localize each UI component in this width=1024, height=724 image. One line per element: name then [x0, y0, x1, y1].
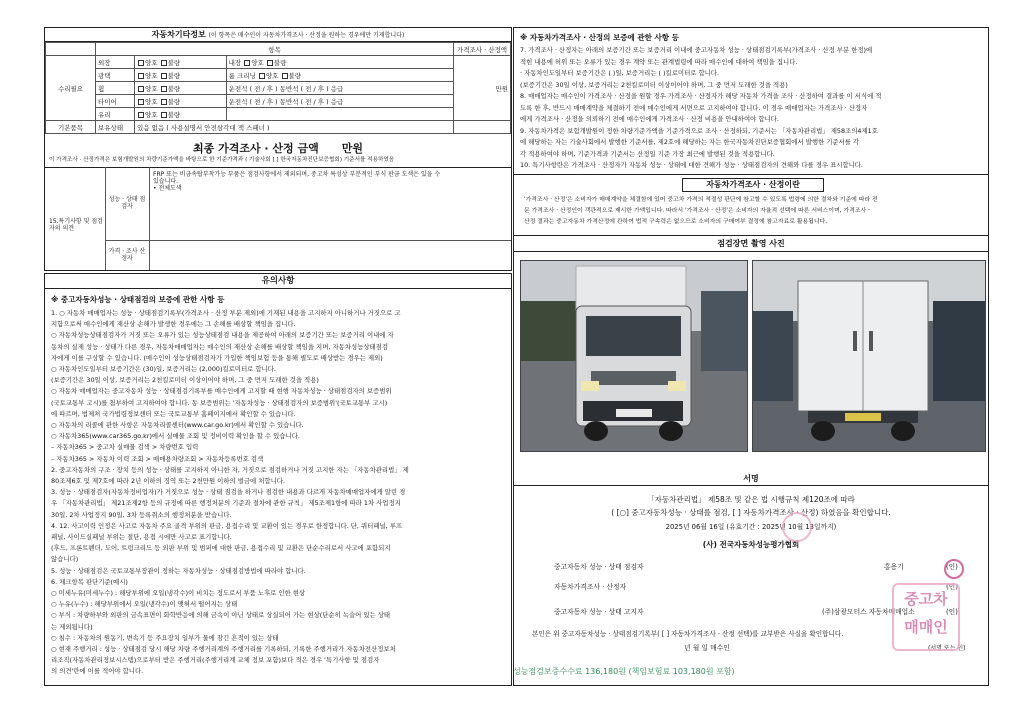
- seal-mark: (인): [946, 583, 958, 591]
- inspector-label: 성능 · 상태 점검자: [108, 196, 146, 210]
- seal-mark: (인): [946, 608, 958, 616]
- row-label: 내장: [228, 58, 242, 67]
- text-line: 에 따르며, 법제처 국가법령정보센터 또는 국토교통부 홈페이지에서 확인할 수 있습니다.: [51, 409, 296, 418]
- text-line: 패널, 사이드실패널 부위는 절단, 용접 시에만 사고로 표기합니다.: [51, 533, 232, 541]
- dealer-seal: [892, 583, 960, 651]
- text-line: ○ 부식 : 차량하부와 외판의 금속표면이 화학반응에 의해 금속이 아닌 상태로 상실되어 가는 현상(단순히 녹슬어 있는 상태: [51, 611, 391, 620]
- checkbox[interactable]: [138, 99, 144, 105]
- text-line: ○ 자동차365(www.car365.go.kr)에서 실매물 조회 및 정비이력 확인을 할 수 있습니다.: [51, 432, 300, 441]
- checkbox[interactable]: [161, 60, 167, 66]
- inspector-opinion: 있습니다.: [153, 178, 179, 185]
- text-line: (후드, 프론트펜더, 도어, 트렁크리드 등 외판 부위 및 범퍼에 대한 판금, 용접수리 및 교환은 단순수리로서 사고에 포함되지: [51, 544, 391, 553]
- divider: [514, 174, 988, 175]
- checkbox[interactable]: [161, 73, 167, 79]
- text-line: 9. 자동차가격은 보험개발원이 정한 차량기준가액을 기준가격으로 조사 · 산정하되, 기준서는 「자동차관리법」 제58조의4제1호: [520, 126, 878, 135]
- text-line: 산정 결과는 중고자동차 가격산정에 관하여 법적 구속력은 없으므로 소비자의 구매여부 결정에 참고자료로 활용됩니다.: [524, 219, 828, 225]
- checkbox[interactable]: [244, 60, 250, 66]
- text-line: 자에게 이를 구상할 수 있습니다. (매수인이 성능상태점검자가 가입한 책임보험 등을 통해 별도로 배상받는 경우는 제외): [51, 353, 383, 362]
- signer-role: 자동차가격조사 · 산정자: [554, 583, 627, 591]
- opt-label: 양호: [145, 71, 158, 80]
- other-info-title-note: (이 항목은 매수인이 자동차가격조사 · 산정을 원하는 경우에만 기재합니다): [208, 32, 405, 39]
- text-line: ○ 미세누유(미세누수) : 해당부위에 오일(냉각수)이 비치는 정도로서 부품 노후로 인한 현상: [51, 589, 306, 597]
- text-line: 10. 특기사항란은 가격조사 · 산정자가 자동차 성능 · 상태에 대한 견해가 성능 · 상태점검자의 견해와 다를 경우 표시합니다.: [520, 161, 863, 169]
- text-line: ○ 침수 : 자동차의 원동기, 변속기 등 주요장치 일부가 물에 잠긴 흔적이 있는 상태: [51, 633, 279, 642]
- text-line: '가격조사 · 산정'은 소비자가 매매계약을 체결함에 있어 중고차 가격의 적절성 판단에 참고할 수 있도록 법령에 의한 절차와 기준에 따라 전: [524, 197, 878, 203]
- text-line: 30일, 2차 사업정지 90일, 3차 등록취소의 행정처분을 받습니다.: [51, 510, 232, 519]
- text-line: 동차의 실제 성능 · 상태가 다른 경우, 자동차매매업자는 매수인의 재산상 손해를 배상할 책임을 지며, 자동차성능상태점검: [51, 342, 389, 351]
- opt-label: 불량: [167, 84, 181, 93]
- text-line: 적힌 내용에 허위 또는 오류가 있는 경우 계약 또는 관계법령에 따라 매수인에 대하여 책임을 집니다.: [520, 57, 798, 66]
- opt-label: 양호: [265, 71, 279, 80]
- opt-label: 양호: [145, 110, 158, 119]
- text-line: 문 가격조사 · 산정인이 객관적으로 제시한 가액입니다. 따라서 '가격조사 · 산정'은 소비자의 자율적 선택에 따른 서비스이며, 가격조사 ·: [524, 208, 871, 214]
- divider: [514, 235, 988, 236]
- final-price-unit: 만원: [341, 142, 363, 155]
- divider: [105, 167, 106, 270]
- inspection-photo-front: [520, 260, 748, 452]
- text-line: 우 「자동차관리법」 제21조제2항 등의 규정에 따른 행정처분의 기준과 절차에 관한 규칙」 제5조제1항에 따라 1차 사업정지: [51, 499, 401, 508]
- row-label: 유리: [96, 108, 135, 121]
- row-label: 광택: [96, 69, 135, 82]
- text-line: 4. 12. 사고이력 인정은 사고로 자동차 주요 골격 부위의 판금, 용접수리 및 교환이 있는 경우로 한정합니다. 단, 쿼터패널, 루프: [51, 521, 403, 530]
- text-line: 80조제6호 및 제7호에 따라 2년 이하의 징역 또는 2천만원 이하의 벌금에 처합니다.: [51, 477, 285, 485]
- final-price-title: 최종 가격조사 · 산정 금액: [192, 142, 319, 155]
- text-line: 5. 성능 · 상태점검은 국토교통부장관이 정하는 자동차성능 · 상태점검방법에 따라야 합니다.: [51, 566, 306, 575]
- price-box-title: 자동차가격조사 · 산정이란: [682, 178, 824, 192]
- association-seal: [782, 512, 812, 542]
- association-name: (사) 전국자동차성능평가협회: [702, 540, 800, 549]
- text-line: (보증기간은 30일 이상, 보증거리는 2천킬로미터 이상이어야 하며, 그 중 먼저 도래한 것을 적용): [51, 376, 319, 385]
- basic-item-options: 있음 없음 ( 사용설명서 안전삼각대 잭 스패너 ): [135, 121, 454, 134]
- notice-section: [44, 273, 512, 686]
- text-line: ○ 누유(누수) : 해당부위에서 오일(냉각수)이 맺혀서 떨어지는 상태: [51, 600, 238, 609]
- text-line: 2. 중고자동차의 구조 · 장치 등의 성능 · 상태를 고지하지 아니한 자, 거짓으로 점검하거나 거짓 고지한 자는 「자동차관리법」 제: [51, 465, 409, 474]
- text-line: · 자동차인도일부터 보증기간은 ( )일, 보증거리는 ( )킬로미터로 합니다.: [520, 69, 719, 77]
- col-price-header: 가격조사 · 산정액: [454, 43, 511, 56]
- checkbox[interactable]: [138, 73, 144, 79]
- opt-label: 불량: [167, 97, 181, 106]
- text-line: ○ 자동차 매매업자는 중고자동차 성능 · 상태점검기록부를 매수인에게 고지할 때 현행 자동차성능 · 상태점검자의 보증범위: [51, 387, 392, 396]
- text-line: 6. 체크항목 판단기준(예시): [51, 577, 128, 586]
- price-guarantee-section: [513, 27, 989, 686]
- text-line: 의 의견'란에 이를 적어야 합니다.: [51, 667, 144, 676]
- text-line: 않습니다): [51, 555, 79, 564]
- price-assessor-label: 가격 · 조사 산정자: [108, 248, 146, 262]
- text-line: 1. ○ 자동차 매매업자는 성능 · 상태점검기록부(가격조사 · 산정 부분 제외)에 기재된 내용을 고지하지 아니하거나 거짓으로 고: [51, 309, 401, 317]
- checkbox[interactable]: [161, 99, 167, 105]
- text-line: 는 제외됩니다): [51, 622, 93, 631]
- row-label: 타이어: [96, 95, 135, 108]
- text-line: ○ 자동차의 리콜에 관한 사항은 자동차리콜센터(www.car.go.kr)에서 확인할 수 있습니다.: [51, 421, 304, 429]
- position-options: 운전석 ( 전 / 후 ) 동반석 ( 전 / 후 ) 응급: [226, 82, 453, 95]
- row-label: 룸 크리닝: [228, 71, 256, 80]
- row-label: 외장: [96, 56, 135, 69]
- text-line: 8. 매매업자는 매수인이 가격조사 · 산정을 원할 경우 가격조사 · 산정자가 해당 자동차 가격을 조사 · 산정하여 결과를 이 서식에 적: [520, 92, 882, 100]
- checkbox[interactable]: [138, 86, 144, 92]
- col-item-header: 항목: [96, 43, 454, 56]
- inspection-photo-rear: [752, 260, 986, 452]
- text-line: 도록 한 후, 반드시 매매계약을 체결하기 전에 매수인에게 서면으로 고지하여야 합니다. 이 경우 매매업자는 가격조사 · 산정자: [520, 103, 868, 112]
- opt-label: 불량: [167, 71, 181, 80]
- signature-statement: 「자동차관리법」 제58조 및 같은 법 시행규칙 제120조에 따라: [647, 495, 855, 504]
- text-line: 7. 가격조사 · 산정자는 아래의 보증기간 또는 보증거리 이내에 중고자동차 성능 · 상태점검기록부(가격조사 · 산정 부분 한정)에: [520, 46, 873, 54]
- truck-rear-image: [753, 261, 985, 451]
- opt-label: 양호: [251, 58, 264, 67]
- opt-label: 양호: [145, 97, 158, 106]
- divider: [45, 167, 511, 168]
- checkbox[interactable]: [161, 112, 167, 118]
- inspector-opinion: FRP 또는 비금속탑부착가능 부품은 점검사항에서 제외되며, 중고차 특성상 부분적인 부식 판금 도색은 있을 수: [153, 171, 441, 178]
- opt-label: 불량: [273, 58, 287, 67]
- opt-label: 불량: [167, 110, 181, 119]
- signature-date: 2025년 06월 16일 (유효기간 : 2025년 10월 13일까지): [665, 523, 837, 531]
- seal-mark: (인): [946, 563, 958, 571]
- text-line: ○ 자동차성능상태점검자가 거짓 또는 오류가 있는 성능상태점검 내용을 제공하여 아래의 보증기간 또는 보증거리 이내에 자: [51, 331, 394, 340]
- notice-header: 유의사항: [45, 274, 511, 289]
- opt-label: 양호: [145, 84, 158, 93]
- text-line: ○ 자동차인도일부터 보증기간은 (30)일, 보증거리는 (2,000)킬로미터로 합니다.: [51, 365, 276, 373]
- checkbox[interactable]: [282, 73, 288, 79]
- seal-text: 매매인: [904, 618, 948, 636]
- receipt-date: 년 월 일 매수인: [684, 644, 730, 652]
- text-line: 지함으로써 매수인에게 재산상 손해가 발생한 경우에는 그 손해를 배상할 책임을 집니다.: [51, 320, 296, 329]
- opt-label: 불량: [288, 71, 302, 80]
- position-options: 운전석 ( 전 / 후 ) 동반석 ( 전 / 후 ) 응급: [226, 95, 453, 108]
- text-line: 3. 성능 · 상태점검자(자동차정비업자)가 거짓으로 성능 · 상태 점검을 하거나 점검한 내용과 다르게 자동차매매업자에게 알린 경: [51, 488, 406, 497]
- other-info-title: 자동차기타정보: [151, 30, 206, 39]
- text-line: 에 해당하는 자는 기술사회에서 발행한 기준서를, 제2호에 해당하는 자는 한국자동차진단보증협회에서 발행한 기준서를 각: [520, 138, 860, 146]
- signer-role: 중고자동차 성능 · 상태 고지자: [554, 608, 644, 616]
- checkbox[interactable]: [161, 86, 167, 92]
- notice-title: ※ 중고자동차성능 · 상태점검의 보증에 관한 사항 등: [51, 295, 225, 304]
- divider: [105, 240, 511, 241]
- text-line: – 자동차365 > 중고차 실매물 검색 > 차량번호 입력: [51, 443, 199, 452]
- text-line: 각 적용하여야 하며, 기준가격과 기준서는 산정일 기준 가장 최근에 발행된 것을 적용합니다.: [520, 149, 775, 158]
- text-line: 에게 가격조사 · 산정을 의뢰하기 전에 매수인에게 가격조사 · 산정 비용을 안내하여야 합니다.: [520, 115, 779, 123]
- final-price-note: 이 가격조사 · 산정가격은 보험개발원의 차량기준가액을 바탕으로 한 기준가격과 ( 기술사회 [ ] 한국자동차진단보증협회) 기준서를 적용하였음: [49, 157, 395, 163]
- inspection-fee: 성능점검보증수수료 136,180원 (책임보험료 103,180원 포함): [513, 667, 735, 676]
- signer-name: 홍용기: [884, 563, 904, 571]
- truck-front-image: [521, 261, 747, 451]
- opt-label: 불량: [167, 58, 181, 67]
- photo-title: 점검장면 촬영 사진: [514, 237, 988, 252]
- price-guarantee-title: ※ 자동차가격조사 · 산정의 보증에 관한 사항 등: [520, 33, 679, 42]
- text-line: – 자동차365 > 자동차 이력 조회 > 매매용차량조회 > 자동차등록번호 검색: [51, 454, 264, 463]
- basic-items-label: 기본품목: [46, 121, 96, 134]
- signer-name: (주)삼광모터스 자동차매매업소: [822, 608, 915, 616]
- signer-role: 중고자동차 성능 · 상태 점검자: [554, 563, 644, 571]
- other-info-header: [45, 28, 511, 42]
- divider: [149, 167, 150, 270]
- inspector-seal: [944, 559, 964, 579]
- basic-item-status: 보유상태: [96, 121, 135, 134]
- checkbox[interactable]: [267, 60, 273, 66]
- checkbox[interactable]: [138, 112, 144, 118]
- signature-title: 서명: [514, 472, 988, 486]
- checkbox[interactable]: [138, 60, 144, 66]
- inspector-opinion: • 전체도색: [153, 185, 182, 192]
- signature-statement: ( [○] 중고자동차성능 · 상태를 점검, [ ] 자동차가격조사 · 산정) 하였음을 확인합니다.: [611, 508, 891, 517]
- row-label: 휠: [96, 82, 135, 95]
- opt-label: 양호: [145, 58, 158, 67]
- text-line: (국토교통부 고시)를 첨부하여 고지하여야 합니다. 동 보증범위는 '자동차성능 · 상태점검자의 보증범위'(국토교통부 고시): [51, 398, 388, 407]
- unit-won: 만원: [454, 56, 511, 121]
- seal-text: 중고차: [904, 590, 948, 608]
- other-info-table: [45, 42, 511, 134]
- group-repair-label: 수리필요: [46, 56, 96, 121]
- checkbox[interactable]: [259, 73, 265, 79]
- text-line: ○ 현재 주행거리 : 성능 · 상태점검 당시 해당 차량 주행거리계의 주행거리를 기록하되, 기록한 주행거리가 자동차전산정보처: [51, 645, 396, 653]
- other-info-section: [44, 27, 512, 271]
- text-line: 리조직(자동차관리정보시스템)으로부터 받은 주행거리(주행거리계 교체 정보 포함)보다 적은 경우 '특기사항 및 점검자: [51, 656, 380, 665]
- receipt-statement: 본인은 위 중고자동차성능 · 상태점검기록부( [ ] 자동차가격조사 · 산정 선택)를 교부받은 사실을 확인합니다.: [532, 630, 844, 638]
- text-line: (보증기간은 30일 이상, 보증거리는 2천킬로미터 이상이어야 하며, 그 중 먼저 도래한 것을 적용): [520, 80, 788, 89]
- final-price-line: [45, 140, 511, 156]
- receipt-signature-mark: (서명 또는 인): [928, 645, 966, 652]
- special-notes-label: 15.특기사항 및 점검자의 의견: [49, 218, 103, 232]
